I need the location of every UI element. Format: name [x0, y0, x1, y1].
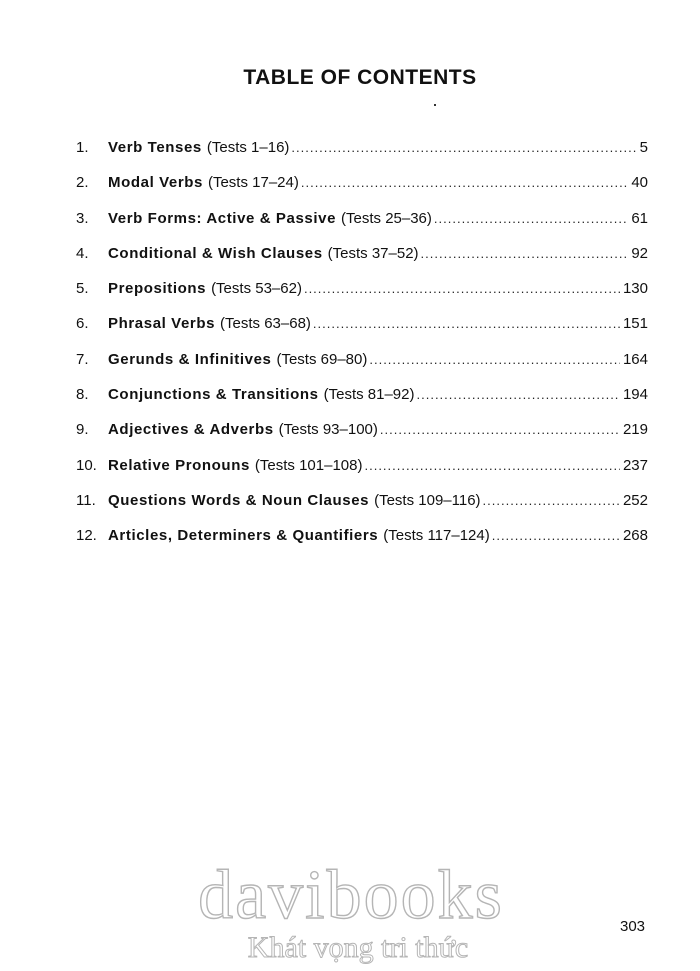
entry-page: 92	[631, 244, 648, 262]
dot-leader	[421, 246, 629, 261]
entry-number: 7.	[76, 350, 89, 368]
watermark-slogan: Khát vọng tri thức	[247, 931, 469, 964]
entry-tests: (Tests 93–100)	[278, 421, 378, 439]
entry-topic: Phrasal Verbs	[108, 315, 216, 333]
entry-tests: (Tests 17–24)	[207, 174, 299, 192]
toc-entry	[76, 527, 648, 562]
entry-number: 11.	[76, 491, 96, 509]
entry-page: 194	[622, 386, 648, 404]
entry-page: 268	[622, 527, 648, 545]
dot-leader	[380, 422, 620, 437]
entry-number: 5.	[76, 280, 89, 298]
toc-entry	[76, 139, 648, 174]
entry-topic: Prepositions	[108, 280, 207, 298]
entry-number: 1.	[76, 139, 89, 156]
toc-entry	[76, 351, 648, 386]
entry-topic: Articles, Determiners & Quantifiers	[108, 527, 379, 545]
watermark-brand: davibooks	[198, 857, 504, 934]
entry-tests: (Tests 117–124)	[383, 527, 490, 545]
entry-page: 130	[622, 280, 648, 298]
dot-leader	[291, 140, 636, 155]
entry-topic: Conditional & Wish Clauses	[108, 244, 323, 262]
toc-entry	[76, 457, 648, 492]
entry-number: 4.	[76, 244, 89, 262]
entry-page: 61	[631, 209, 648, 227]
entry-number: 8.	[76, 386, 89, 404]
entry-number: 12.	[76, 527, 97, 545]
dot-leader	[369, 352, 620, 367]
entry-tests: (Tests 69–80)	[276, 350, 368, 368]
table-of-contents	[76, 139, 648, 563]
entry-page: 5	[639, 139, 648, 156]
dot-leader	[364, 458, 619, 473]
entry-topic: Relative Pronouns	[108, 456, 250, 474]
entry-number: 6.	[76, 315, 89, 333]
entry-number: 10.	[76, 456, 97, 474]
dot-leader	[483, 493, 620, 508]
entry-tests: (Tests 101–108)	[254, 456, 363, 474]
dot-leader	[304, 281, 620, 296]
toc-entry	[76, 210, 648, 245]
entry-page: 237	[622, 456, 648, 474]
entry-page: 252	[622, 491, 648, 509]
entry-tests: (Tests 1–16)	[206, 139, 290, 156]
toc-entry	[76, 280, 648, 315]
entry-page: 219	[622, 421, 648, 439]
entry-tests: (Tests 63–68)	[220, 315, 311, 333]
toc-entry	[76, 421, 648, 456]
entry-topic: Gerunds & Infinitives	[108, 350, 272, 368]
entry-topic: Verb Forms: Active & Passive	[108, 209, 337, 227]
page-number: 303	[620, 918, 646, 935]
entry-topic: Verb Tenses	[108, 139, 202, 156]
toc-entry	[76, 315, 648, 350]
entry-tests: (Tests 109–116)	[374, 491, 481, 509]
toc-entry	[76, 245, 648, 280]
entry-topic: Modal Verbs	[108, 174, 203, 192]
dot-leader	[313, 316, 620, 331]
entry-tests: (Tests 81–92)	[323, 386, 415, 404]
entry-number: 2.	[76, 174, 89, 192]
dot-leader	[492, 528, 620, 543]
entry-page: 164	[622, 350, 648, 368]
entry-page: 40	[631, 174, 648, 192]
entry-topic: Questions Words & Noun Clauses	[108, 491, 370, 509]
entry-page: 151	[622, 315, 648, 333]
entry-topic: Conjunctions & Transitions	[108, 386, 319, 404]
page-title: TABLE OF CONTENTS	[243, 66, 477, 89]
entry-topic: Adjectives & Adverbs	[108, 421, 274, 439]
toc-entry	[76, 492, 648, 527]
toc-entry	[76, 174, 648, 209]
entry-tests: (Tests 53–62)	[211, 280, 302, 298]
davibooks-watermark	[146, 840, 556, 970]
print-speck	[434, 104, 436, 106]
entry-tests: (Tests 25–36)	[341, 209, 432, 227]
entry-number: 9.	[76, 421, 89, 439]
dot-leader	[434, 211, 628, 226]
dot-leader	[417, 387, 620, 402]
entry-number: 3.	[76, 209, 89, 227]
dot-leader	[301, 175, 628, 190]
entry-tests: (Tests 37–52)	[327, 244, 419, 262]
toc-entry	[76, 386, 648, 421]
